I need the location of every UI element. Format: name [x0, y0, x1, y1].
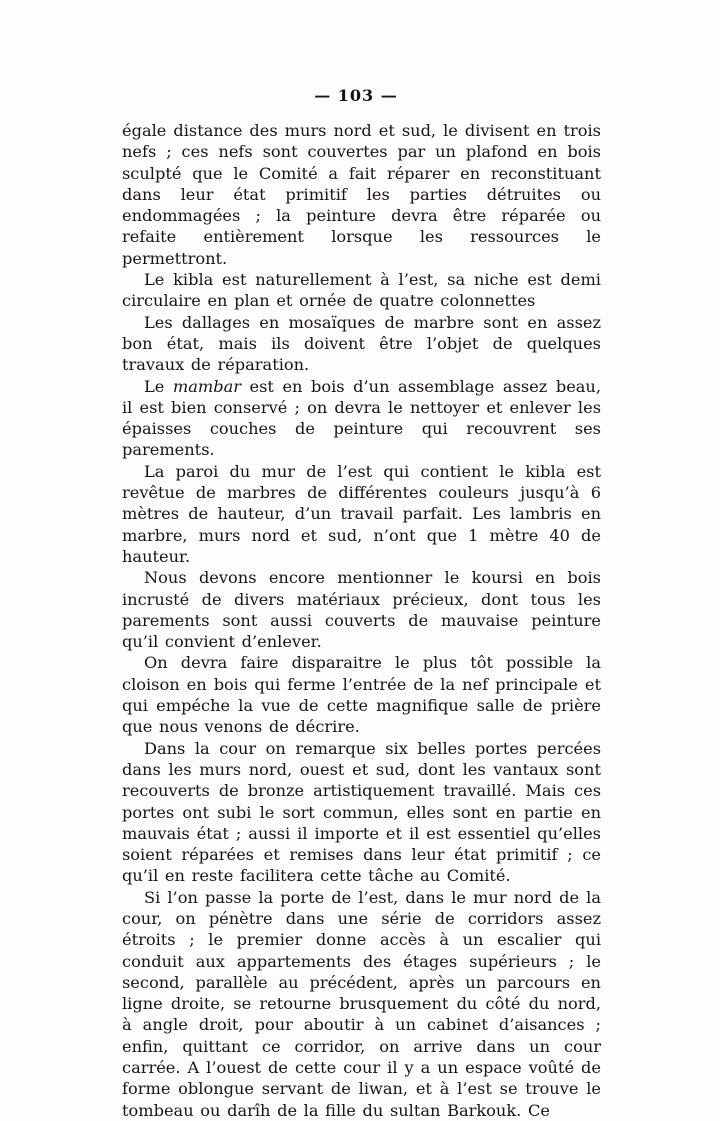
- paragraph-kibla: Le kibla est naturellement à l’est, sa niche est demi circulaire en plan et ornée de quatre colonnettes: [122, 270, 601, 311]
- page-number: — 103 —: [314, 86, 398, 105]
- paragraph-continuation: égale distance des murs nord et sud, le divisent en trois nefs ; ces nefs sont couvertes par un plafond en bois sculpté que le Comité a fait réparer en reconstituant dans leur état primitif les parties détruites ou endommagées ; la peinture devra être réparée ou refaite entièrement lorsque les ressources le permettront.: [122, 121, 601, 268]
- paragraph-portes: Dans la cour on remarque six belles portes percées dans les murs nord, ouest et sud, dont les vantaux sont recouverts de bronze artistiquement travaillé. Mais ces portes ont subi le sort commun, elles sont en partie en mauvais état ; aussi il importe et il est essentiel qu’elles soient réparées et remises dans leur état primitif ; ce qu’il en reste facilitera cette tâche au Comité.: [122, 738, 601, 886]
- paragraph-dallages: Les dallages en mosaïques de marbre sont en assez bon état, mais ils doivent être l’objet de quelques travaux de réparation.: [122, 312, 601, 375]
- paragraph-koursi: Nous devons encore mentionner le koursi en bois incrusté de divers matériaux précieux, dont tous les parements sont aussi couverts de mauvaise peinture qu’il convient d’enlever.: [122, 568, 601, 652]
- paragraph-cloison: On devra faire disparaitre le plus tôt possible la cloison en bois qui ferme l’entrée de la nef principale et qui empéche la vue de cette magnifique salle de prière que nous venons de décrire.: [122, 653, 601, 737]
- paragraph-mambar-post: est en bois d’un assemblage assez beau, il est bien conservé ; on devra le nettoyer et enlever les épaisses couches de peinture qui recouvrent ses parements.: [122, 376, 601, 460]
- paragraph-mambar: [122, 376, 601, 461]
- paragraph-corridors: Si l’on passe la porte de l’est, dans le mur nord de la cour, on pénètre dans une série de corridors assez étroits ; le premier donne accès à un escalier qui conduit aux appartements des étages supérieurs ; le second, parallèle au précédent, après un parcours en ligne droite, se retourne brusquement du côté du nord, à angle droit, pour aboutir à un cabinet d’aisances ; enfin, quittant ce corridor, on arrive dans un cour carrée. A l’ouest de cette cour il y a un espace voûté de forme oblongue servant de liwan, et à l’est se trouve le tombeau ou darîh de la fille du sultan Barkouk. Ce: [122, 887, 601, 1120]
- body-text: [122, 120, 601, 1121]
- paragraph-paroi: La paroi du mur de l’est qui contient le kibla est revêtue de marbres de différentes couleurs jusqu’à 6 mètres de hauteur, d’un travail parfait. Les lambris en marbre, murs nord et sud, n’ont que 1 mètre 40 de hauteur.: [122, 461, 601, 566]
- paragraph-mambar-pre: Le: [144, 376, 173, 396]
- paragraph-mambar-italic-term: mambar: [172, 376, 241, 396]
